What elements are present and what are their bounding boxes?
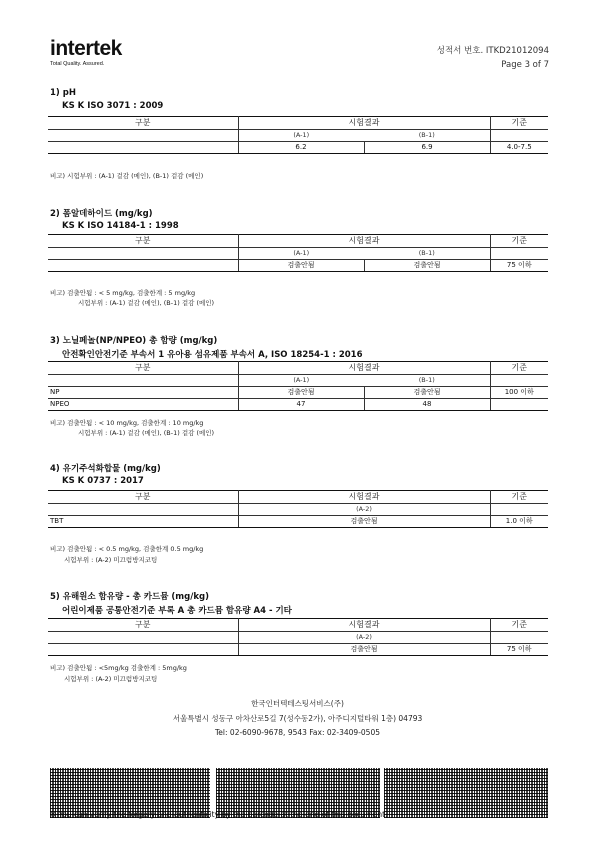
section-4-method: KS K 0737 : 2017 bbox=[62, 476, 144, 486]
report-number: 성적서 번호. ITKD21012094 bbox=[436, 46, 549, 56]
section-3-note: 비고) 검출안됨 : < 10 mg/kg, 검출한계 : 10 mg/kg bbox=[50, 419, 204, 427]
result-cell: 검출안됨 bbox=[364, 260, 490, 272]
sub-label: (B-1) bbox=[364, 130, 490, 142]
section-3-method: 안전확인안전기준 부속서 1 유아용 섬유제품 부속서 A, ISO 18254-1 : 2016 bbox=[62, 350, 363, 360]
row-label: NPEO bbox=[48, 399, 238, 411]
row-label bbox=[48, 260, 238, 272]
table-row bbox=[48, 516, 548, 528]
result-cell: 6.9 bbox=[364, 142, 490, 154]
table-row bbox=[48, 644, 548, 656]
table-row bbox=[48, 387, 548, 399]
section-1-table bbox=[48, 116, 548, 154]
footer-contact: Tel: 02-6090-9678, 9543 Fax: 02-3409-0505 bbox=[215, 728, 380, 737]
section-3-table bbox=[48, 361, 548, 411]
col-standard-header: 기준 bbox=[490, 117, 548, 130]
sub-label: (A-1) bbox=[293, 376, 310, 384]
section-1-title: 1) pH bbox=[50, 88, 76, 98]
result-cell: 48 bbox=[364, 399, 490, 411]
footer-address: 서울특별시 성동구 아차산로5길 7(성수동2가), 아주디지털타워 1층) 04793 bbox=[172, 714, 423, 723]
sub-label: (B-1) bbox=[364, 375, 490, 387]
row-label bbox=[48, 644, 238, 656]
col-standard-header: 기준 bbox=[490, 619, 548, 632]
section-3-note: 시험부위 : (A-1) 겉감 (메인), (B-1) 겉감 (메인) bbox=[78, 429, 215, 437]
row-label bbox=[48, 142, 238, 154]
standard-cell: 75 이하 bbox=[490, 644, 548, 656]
result-cell: 검출안됨 bbox=[238, 387, 364, 399]
col-category-header: 구분 bbox=[48, 362, 238, 375]
col-result-header: 시험결과 bbox=[238, 619, 490, 632]
col-result-header: 시험결과 bbox=[238, 491, 490, 504]
section-4-title: 4) 유기주석화합물 (mg/kg) bbox=[50, 464, 161, 474]
section-5-method: 어린이제품 공통안전기준 부록 A 총 카드뮴 함유량 A4 - 기타 bbox=[62, 606, 292, 616]
result-cell: 검출안됨 bbox=[238, 644, 490, 656]
sub-label: (B-1) bbox=[364, 248, 490, 260]
row-label: NP bbox=[48, 387, 238, 399]
table-row bbox=[48, 260, 548, 272]
col-result-header: 시험결과 bbox=[238, 235, 490, 248]
logo-tagline: Total Quality. Assured. bbox=[50, 61, 105, 67]
section-1-method: KS K ISO 3071 : 2009 bbox=[62, 101, 164, 111]
result-cell: 47 bbox=[238, 399, 364, 411]
barcode-image bbox=[384, 768, 548, 818]
section-2-title: 2) 폼알데하이드 (mg/kg) bbox=[50, 209, 153, 219]
section-3-title: 3) 노닐페놀(NP/NPEO) 총 함량 (mg/kg) bbox=[50, 336, 218, 346]
page-number: Page 3 of 7 bbox=[501, 60, 549, 70]
footer-company: 한국인터텍테스팅서비스(주) bbox=[251, 699, 344, 708]
col-standard-header: 기준 bbox=[490, 235, 548, 248]
logo-text: intertek bbox=[50, 37, 122, 60]
standard-cell: 4.0-7.5 bbox=[490, 142, 548, 154]
col-category-header: 구분 bbox=[48, 491, 238, 504]
col-category-header: 구분 bbox=[48, 619, 238, 632]
section-2-note: 비고) 검출안됨 : < 5 mg/kg, 검출한계 : 5 mg/kg bbox=[50, 289, 196, 297]
result-cell: 검출안됨 bbox=[364, 387, 490, 399]
standard-cell: 100 이하 bbox=[490, 387, 548, 399]
table-row bbox=[48, 399, 548, 411]
col-standard-header: 기준 bbox=[490, 362, 548, 375]
section-4-note: 시험부위 : (A-2) 미끄럼방지코팅 bbox=[64, 556, 158, 564]
col-category-header: 구분 bbox=[48, 235, 238, 248]
standard-cell bbox=[490, 399, 548, 411]
col-result-header: 시험결과 bbox=[238, 362, 490, 375]
section-5-table bbox=[48, 618, 548, 656]
section-4-note: 비고) 검출안됨 : < 0.5 mg/kg, 검출한계 0.5 mg/kg bbox=[50, 545, 204, 553]
col-category-header: 구분 bbox=[48, 117, 238, 130]
result-cell: 6.2 bbox=[238, 142, 364, 154]
verification-disclaimer: ※ You can verify the forgery and authenticity by the barcode at the end of this document. bbox=[50, 810, 388, 819]
standard-cell: 1.0 이하 bbox=[490, 516, 548, 528]
intertek-logo bbox=[50, 38, 122, 67]
col-standard-header: 기준 bbox=[490, 491, 548, 504]
sub-label: (A-1) bbox=[293, 249, 310, 257]
section-4-table bbox=[48, 490, 548, 528]
section-5-note: 비고) 검출안됨 : <5mg/kg 검출한계 : 5mg/kg bbox=[50, 664, 187, 672]
section-1-note: 비고) 시험부위 : (A-1) 겉감 (메인), (B-1) 겉감 (메인) bbox=[50, 172, 204, 180]
section-2-method: KS K ISO 14184-1 : 1998 bbox=[62, 221, 179, 231]
sub-label: (A-2) bbox=[238, 632, 490, 644]
row-label: TBT bbox=[48, 516, 238, 528]
section-5-title: 5) 유해원소 함유량 - 총 카드뮴 (mg/kg) bbox=[50, 592, 209, 602]
sub-label: (A-1) bbox=[293, 131, 310, 139]
result-cell: 검출안됨 bbox=[238, 516, 490, 528]
table-row bbox=[48, 142, 548, 154]
section-5-note: 시험부위 : (A-2) 미끄럼방지코팅 bbox=[64, 675, 158, 683]
sub-label: (A-2) bbox=[238, 504, 490, 516]
result-cell: 검출안됨 bbox=[238, 260, 364, 272]
col-result-header: 시험결과 bbox=[238, 117, 490, 130]
standard-cell: 75 이하 bbox=[490, 260, 548, 272]
section-2-note: 시험부위 : (A-1) 겉감 (메인), (B-1) 겉감 (메인) bbox=[78, 299, 215, 307]
section-2-table bbox=[48, 234, 548, 272]
